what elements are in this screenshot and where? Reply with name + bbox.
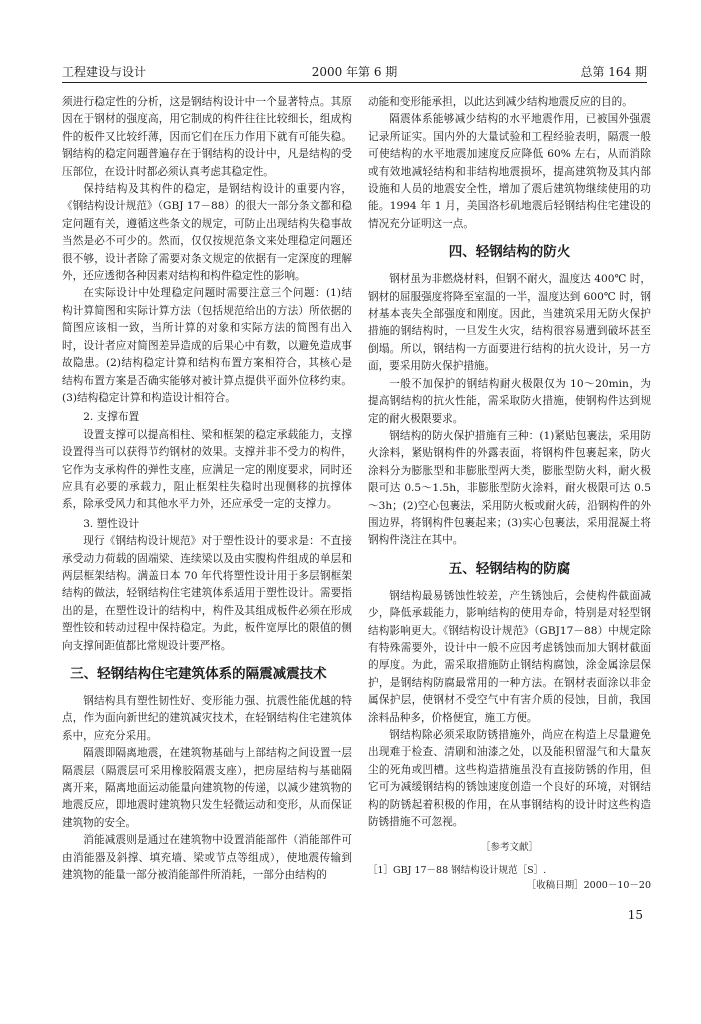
paragraph: 钢结构除必须采取防锈措施外，尚应在构造上尽量避免出现难于检查、清刷和油漆之处，以及能积留湿气和大量灰尘的死角或凹槽。这些构造措施虽没有直接防锈的作用，但它可为减缓钢结构的锈蚀速度创造一个良好的环境，对钢结构的防锈起着积极的作用，在从事钢结构的设计时这些构造防锈措施不可忽视。 xyxy=(368,729,651,829)
section-heading: 五、轻钢结构的防腐 xyxy=(448,560,571,577)
subsection-heading: 2. 支撑布置 xyxy=(83,411,140,424)
subsection-heading: 3. 塑性设计 xyxy=(83,517,140,530)
issue-number: 2000 年第 6 期 xyxy=(311,65,398,79)
reference-item: ［1］GBJ 17－88 钢结构设计规范［S］. xyxy=(368,864,547,876)
paragraph: 动能和变形能承担，以此达到减少结构地震反应的目的。 xyxy=(368,96,633,108)
running-header xyxy=(62,60,647,80)
paragraph: 钢结构的防火保护措施有三种：(1)紧贴包裹法，采用防火涂料，紧贴钢构件的外露表面，将钢构件包裹起来，防火涂料分为膨胀型和非膨胀型两大类，膨胀型防火料，耐火极限可达 0.5～1.5h，非膨胀型防火涂料，耐火极限可达 0.5～3h；(2)空心包裹法，采用防火板或耐火砖，沿钢构件的外围边界，将钢构件包裹起来；(3)实心包裹法，采用混凝土将钢构件浇注在其中。 xyxy=(368,429,651,547)
paragraph: 消能减震则是通过在建筑物中设置消能部件（消能部件可由消能器及斜撑、填充墙、梁或节点等组成），使地震传输到建筑物的能量一部分被消能部件所消耗，一部分由结构的 xyxy=(62,834,352,882)
paragraph: 钢材虽为非燃烧材料，但钢不耐火，温度达 400℃ 时，钢材的屈服强度将降至室温的一半，温度达到 600℃ 时，钢材基本丧失全部强度和刚度。因此，当建筑采用无防火保护措施的钢结构时，一旦发生火灾，结构很容易遭到破坏甚至倒塌。所以，钢结构一方面要进行结构的抗火设计，另一方面，要采用防火保护措施。 xyxy=(368,273,651,373)
paragraph: 钢结构最易锈蚀性较差，产生锈蚀后，会使构件截面减少，降低承载能力，影响结构的使用寿命，特别是对轻型钢结构影响更大。《钢结构设计规范》（GBJ17－88）中规定除有特殊需要外，设计中一般不应因考虑锈蚀而加大钢材截面的厚度。为此，需采取措施防止钢结构腐蚀，涂金属涂层保护，是钢结构防腐最常用的一种方法。在钢材表面涂以非金属保护层，使钢材不受空气中有害介质的侵蚀，目前，我国涂料品种多，价格便宜，施工方便。 xyxy=(368,589,651,724)
received-date: ［收稿日期］2000－10－20 xyxy=(526,879,651,891)
total-issue: 总第 164 期 xyxy=(580,65,647,79)
section-heading: 三、轻钢结构住宅建筑体系的隔震减震技术 xyxy=(70,666,327,682)
paragraph: 设置支撑可以提高相柱、梁和框架的稳定承载能力，支撑设置得当可以获得节约钢材的效果。支撑并非不受力的构件，它作为支承构件的弹性支座，应满足一定的刚度要求，同时还应具有必要的承载力，阻止框架柱失稳时出现侧移的抗撑体系，除承受风力和其他水平力外，还应承受一定的支撑力。 xyxy=(62,428,352,511)
journal-name: 工程建设与设计 xyxy=(62,65,147,79)
paragraph: 现行《钢结构设计规范》对于塑性设计的要求是：不直接承受动力荷载的固端梁、连续梁以及由实腹构件组成的单层和两层框架结构。满盖日本 70 年代将塑性设计用于多层钢框架结构的做法，轻钢结构住宅建筑体系适用于塑性设计。需要指出的是，在塑性设计的结构中，构件及其组成板件必须在形成塑性铰和转动过程中保持稳定。为此，板件宽厚比的限值的侧向支撑间距值都比常规设计要严格。 xyxy=(62,535,352,652)
page-number: 15 xyxy=(627,908,643,922)
paragraph: 须进行稳定性的分析，这是钢结构设计中一个显著特点。其原因在于钢材的强度高，用它制成的构件往往比较细长，组成构件的板件又比较纤薄，因而它们在压力作用下就有可能失稳。钢结构的稳定问题普遍存在于钢结构的设计中，凡是结构的受压部位，在设计时都必须认真考虑其稳定性。 xyxy=(62,96,352,178)
paragraph: 保持结构及其构件的稳定，是钢结构设计的重要内容，《钢结构设计规范》（GBJ 17－88）的很大一部分条文都和稳定问题有关，遵循这些条文的规定，可防止出现结构失稳事故当然是必不可少的。然而，仅仅按规范条文来处理稳定问题还很不够，设计者除了需要对条文规定的依据有一定深度的理解外，还应透彻各种因素对结构和构件稳定性的影响。 xyxy=(62,183,352,283)
left-column xyxy=(62,94,352,884)
paragraph: 隔震即隔离地震，在建筑物基础与上部结构之间设置一层隔震层（隔震层可采用橡胶隔震支座），把房屋结构与基础隔离开来，隔离地面运动能量向建筑物的传递，以减少建筑物的地震反应，即地震时建筑物只发生轻微运动和变形，从而保证建筑物的安全。 xyxy=(62,747,352,829)
section-heading: 四、轻钢结构的防火 xyxy=(448,244,571,261)
paragraph: 隔震体系能够减少结构的水平地震作用，已被国外强震记录所证实。国内外的大量试验和工程经验表明，隔震一般可使结构的水平地震加速度反应降低 60% 左右，从而消除或有效地减轻结构和非结构地震损坏，提高建筑物及其内部设施和人员的地震安全性，增加了震后建筑物继续使用的功能。1994 年 1 月，美国洛杉矶地震后轻钢结构住宅建设的情况充分证明这一点。 xyxy=(368,113,651,230)
paragraph: 在实际设计中处理稳定问题时需要注意三个问题：(1)结构计算简图和实际计算方法（包括规范给出的方法）所依据的简图应该相一致，当所计算的对象和实际方法的简图有出入时，设计者应对简图差异造成的后果心中有数，以避免造成事故隐患。(2)结构稳定计算和结构布置方案相符合，其核心是结构布置方案是否确实能够对被计算点提供平面外位移约束。(3)结构稳定计算和构造设计相符合。 xyxy=(62,287,352,404)
paragraph: 一般不加保护的钢结构耐火极限仅为 10～20min，为提高钢结构的抗火性能，需采取防火措施，使钢构件达到规定的耐火极限要求。 xyxy=(368,377,651,425)
references-heading: ［参考文献］ xyxy=(480,842,538,854)
header-rule xyxy=(62,82,647,83)
right-column xyxy=(368,94,651,893)
paragraph: 钢结构具有塑性韧性好、变形能力强、抗震性能优越的特点，作为面向新世纪的建筑减灾技术，在轻钢结构住宅建筑体系中，应充分采用。 xyxy=(62,695,352,742)
